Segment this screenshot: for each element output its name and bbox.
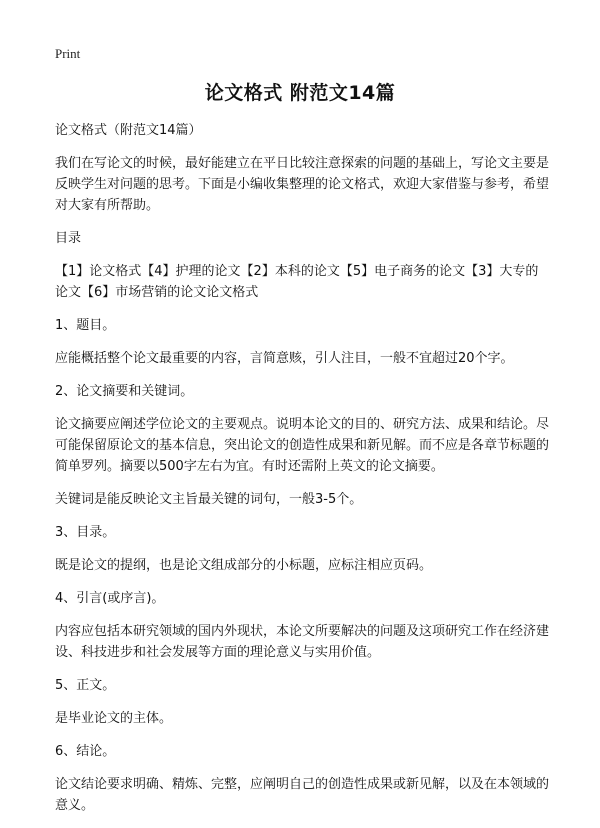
section-heading-conclusion: 6、结论。	[55, 744, 116, 759]
section-body-abstract: 论文摘要应阐述学位论文的主要观点。说明本论文的目的、研究方法、成果和结论。尽可能保留原论文的基本信息，突出论文的创造性成果和新见解。而不应是各章节标题的简单罗列。摘要以500字左右为宜。有时还需附上英文的论文摘要。	[55, 417, 550, 474]
print-link[interactable]: Print	[55, 46, 81, 61]
document-body	[55, 120, 551, 828]
page-title: 论文格式 附范文14篇	[204, 82, 396, 104]
section-body-intro: 内容应包括本研究领域的国内外现状，本论文所要解决的问题及这项研究工作在经济建设、科技进步和社会发展等方面的理论意义与实用价值。	[55, 624, 550, 660]
section-heading-toc: 3、目录。	[55, 525, 116, 540]
subtitle: 论文格式（附范文14篇）	[55, 123, 202, 138]
section-heading-intro: 4、引言(或序言)。	[55, 591, 165, 606]
section-heading-abstract: 2、论文摘要和关键词。	[55, 384, 194, 399]
section-body-conclusion: 论文结论要求明确、精炼、完整，应阐明自己的创造性成果或新见解，以及在本领域的意义。	[55, 777, 550, 813]
section-heading-main: 5、正文。	[55, 678, 116, 693]
intro-paragraph: 我们在写论文的时候，最好能建立在平日比较注意探索的问题的基础上，写论文主要是反映学生对问题的思考。下面是小编收集整理的论文格式，欢迎大家借鉴与参考，希望对大家有所帮助。	[55, 156, 550, 213]
section-body-title: 应能概括整个论文最重要的内容，言简意赅，引人注目，一般不宜超过20个字。	[55, 351, 514, 366]
section-body-keywords: 关键词是能反映论文主旨最关键的词句，一般3-5个。	[55, 492, 363, 507]
section-body-toc: 既是论文的提纲，也是论文组成部分的小标题，应标注相应页码。	[55, 558, 433, 573]
toc-list: 【1】论文格式【4】护理的论文【2】本科的论文【5】电子商务的论文【3】大专的论文【6】市场营销的论文论文格式	[55, 264, 539, 300]
section-body-main: 是毕业论文的主体。	[55, 711, 173, 726]
section-heading-title: 1、题目。	[55, 318, 116, 333]
toc-heading: 目录	[55, 231, 82, 246]
